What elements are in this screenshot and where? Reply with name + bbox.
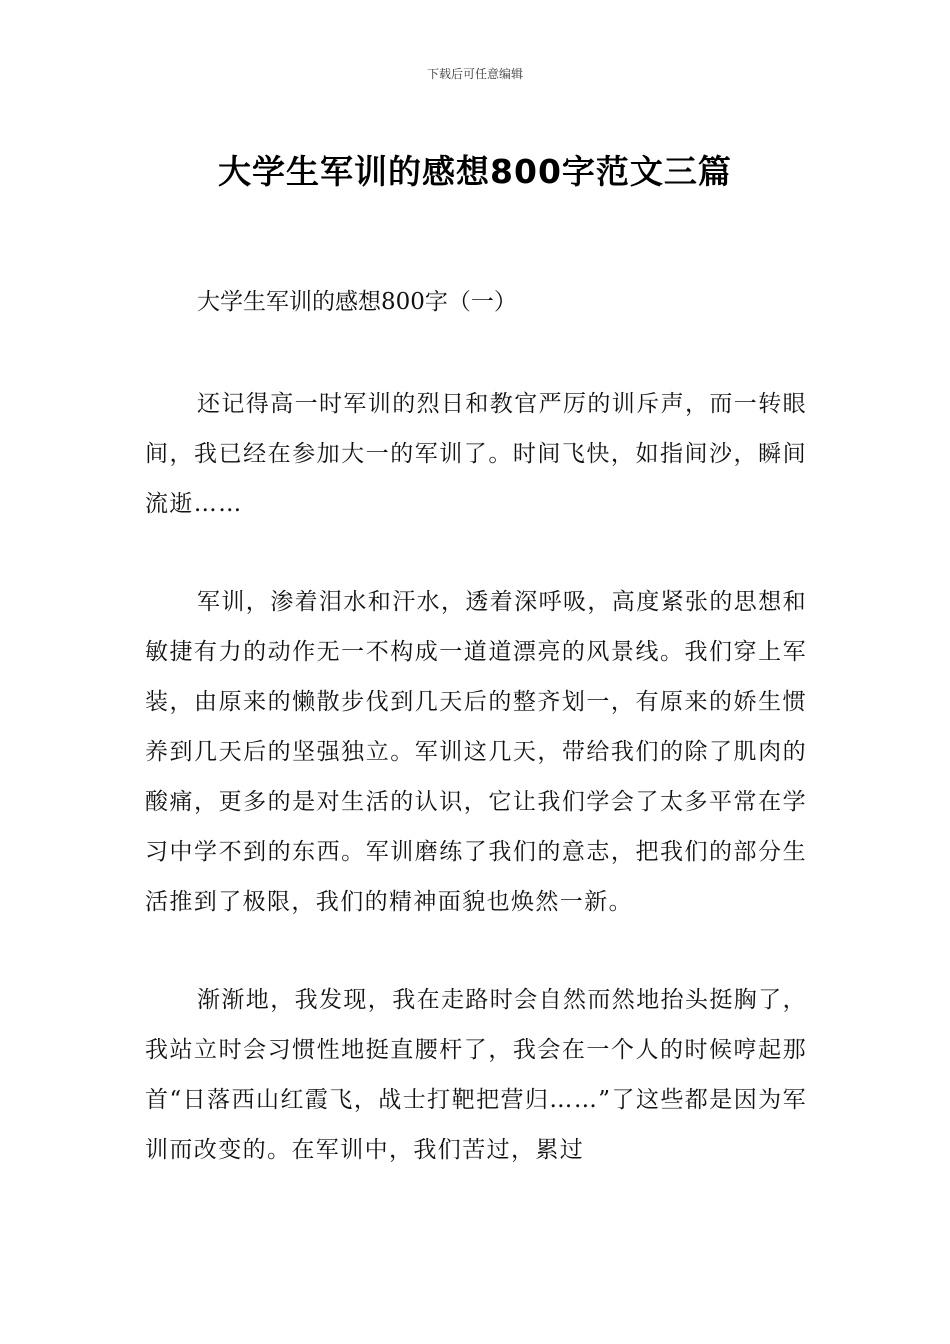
paragraph: 渐渐地，我发现，我在走路时会自然而然地抬头挺胸了，我站立时会习惯性地挺直腰杆了，我会在一个人的时候哼起那首“日落西山红霞飞，战士打靶把营归……”了这些都是因为军训而改变的。在军训中，我们苦过，累过	[145, 987, 807, 1163]
section-heading: 大学生军训的感想800字（一）	[197, 289, 517, 315]
page-title: 大学生军训的感想800字范文三篇	[218, 152, 732, 192]
paragraph: 还记得高一时军训的烈日和教官严厉的训斥声，而一转眼间，我已经在参加大一的军训了。时间飞快，如指间沙，瞬间流逝……	[145, 391, 807, 517]
paragraph: 军训，渗着泪水和汗水，透着深呼吸，高度紧张的思想和敏捷有力的动作无一不构成一道道漂亮的风景线。我们穿上军装，由原来的懒散步伐到几天后的整齐划一，有原来的娇生惯养到几天后的坚强独立。军训这几天，带给我们的除了肌肉的酸痛，更多的是对生活的认识，它让我们学会了太多平常在学习中学不到的东西。军训磨练了我们的意志，把我们的部分生活推到了极限，我们的精神面貌也焕然一新。	[145, 589, 807, 915]
header-note: 下载后可任意编辑	[426, 67, 523, 81]
document-body	[145, 277, 807, 1175]
